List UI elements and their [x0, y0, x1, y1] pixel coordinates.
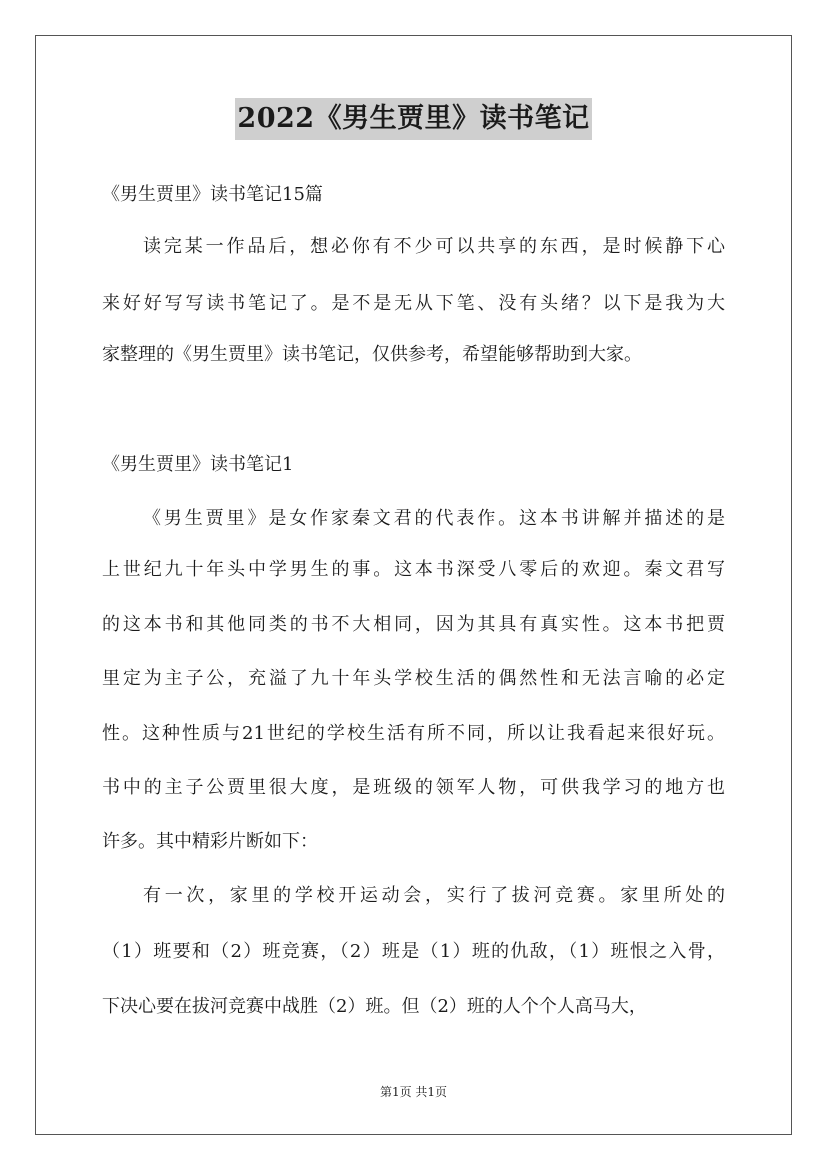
document-title: 2022《男生贾里》读书笔记 [235, 98, 591, 140]
body-line: 的这本书和其他同类的书不大相同，因为其具有真实性。这本书把贾 [102, 614, 725, 635]
subtitle: 《男生贾里》读书笔记15篇 [102, 184, 323, 205]
title-wrap [0, 98, 827, 140]
page-footer: 第1页 共1页 [379, 1085, 448, 1099]
intro-line: 来好好写写读书笔记了。是不是无从下笔、没有头绪？以下是我为大 [102, 293, 725, 314]
body-line: 性。这种性质与21世纪的学校生活有所不同，所以让我看起来很好玩。 [102, 723, 725, 744]
body-line: 《男生贾里》是女作家秦文君的代表作。这本书讲解并描述的是 [143, 508, 725, 529]
body-line: （1）班要和（2）班竞赛，（2）班是（1）班的仇敌，（1）班恨之入骨， [102, 941, 725, 962]
body-line: 里定为主子公，充溢了九十年头学校生活的偶然性和无法言喻的必定 [102, 668, 725, 689]
body-line: 有一次，家里的学校开运动会，实行了拔河竞赛。家里所处的 [143, 885, 725, 906]
body-line: 上世纪九十年头中学男生的事。这本书深受八零后的欢迎。秦文君写 [102, 559, 725, 580]
intro-line: 家整理的《男生贾里》读书笔记，仅供参考，希望能够帮助到大家。 [102, 344, 642, 365]
body-line: 下决心要在拔河竞赛中战胜（2）班。但（2）班的人个个人高马大， [102, 996, 647, 1017]
intro-line: 读完某一作品后，想必你有不少可以共享的东西，是时候静下心 [143, 236, 725, 257]
section-heading: 《男生贾里》读书笔记1 [102, 454, 294, 475]
body-line: 书中的主子公贾里很大度，是班级的领军人物，可供我学习的地方也 [102, 777, 725, 798]
body-line: 许多。其中精彩片断如下： [102, 831, 318, 852]
